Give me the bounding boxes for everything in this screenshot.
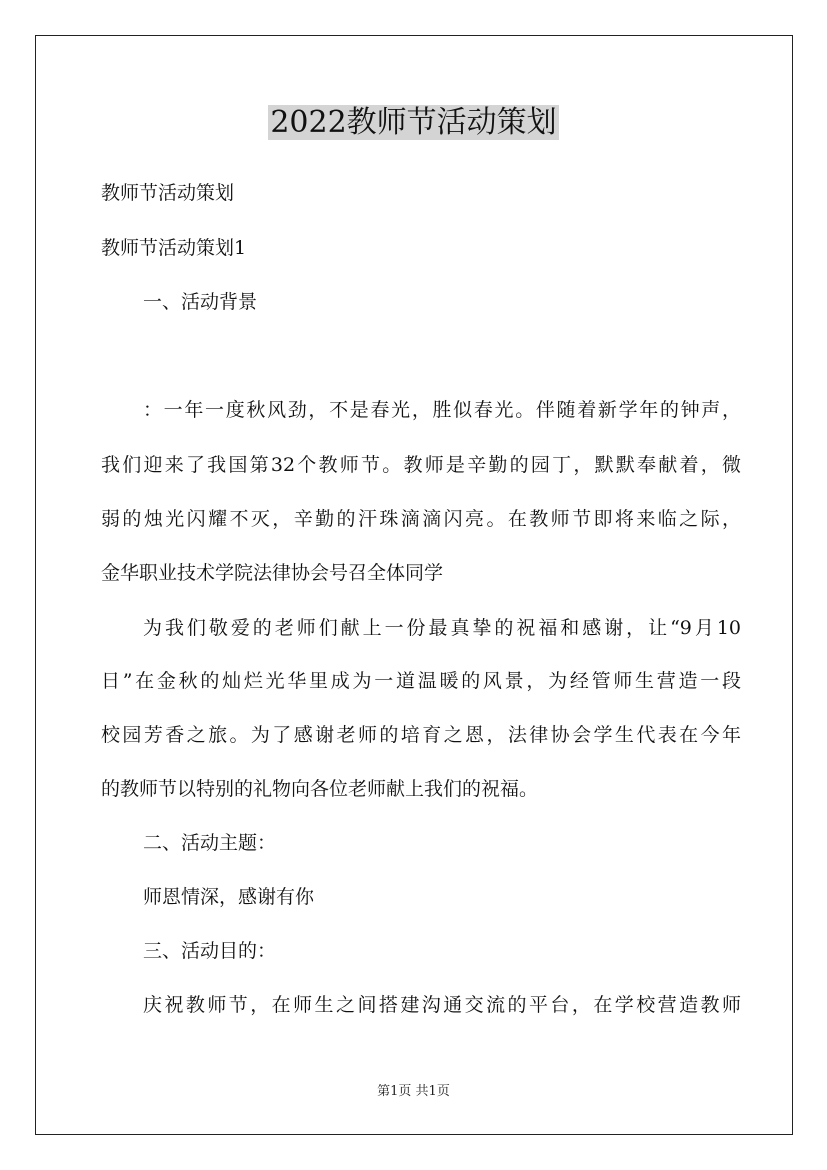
section-heading-theme: 二、活动主题： [143,832,277,854]
section-heading-background: 一、活动背景 [143,291,258,313]
paragraph-line: 庆祝教师节，在师生之间搭建沟通交流的平台，在学校营造教师 [143,994,741,1016]
paragraph-line: ：一年一度秋风劲，不是春光，胜似春光。伴随着新学年的钟声， [143,399,741,421]
paragraph-line: 日”在金秋的灿烂光华里成为一道温暖的风景，为经管师生营造一段 [101,670,741,692]
theme-text: 师恩情深，感谢有你 [143,886,315,908]
paragraph-line: 校园芳香之旅。为了感谢老师的培育之恩，法律协会学生代表在今年 [101,724,741,746]
subheading-line: 教师节活动策划1 [101,237,247,259]
paragraph-line: 金华职业技术学院法律协会号召全体同学 [101,562,444,584]
heading-line: 教师节活动策划 [101,182,235,204]
paragraph-line: 弱的烛光闪耀不灭，辛勤的汗珠滴滴闪亮。在教师节即将来临之际， [101,508,741,530]
paragraph-line: 我们迎来了我国第32个教师节。教师是辛勤的园丁，默默奉献着，微 [101,454,741,476]
document-title [0,104,827,142]
paragraph-line: 的教师节以特别的礼物向各位老师献上我们的祝福。 [101,778,539,800]
section-heading-purpose: 三、活动目的： [143,940,277,962]
document-title-text: 2022教师节活动策划 [270,105,557,140]
page-number: 第1页 共1页 [377,1084,450,1099]
paragraph-line: 为我们敬爱的老师们献上一份最真挚的祝福和感谢，让“9月10 [143,617,741,639]
